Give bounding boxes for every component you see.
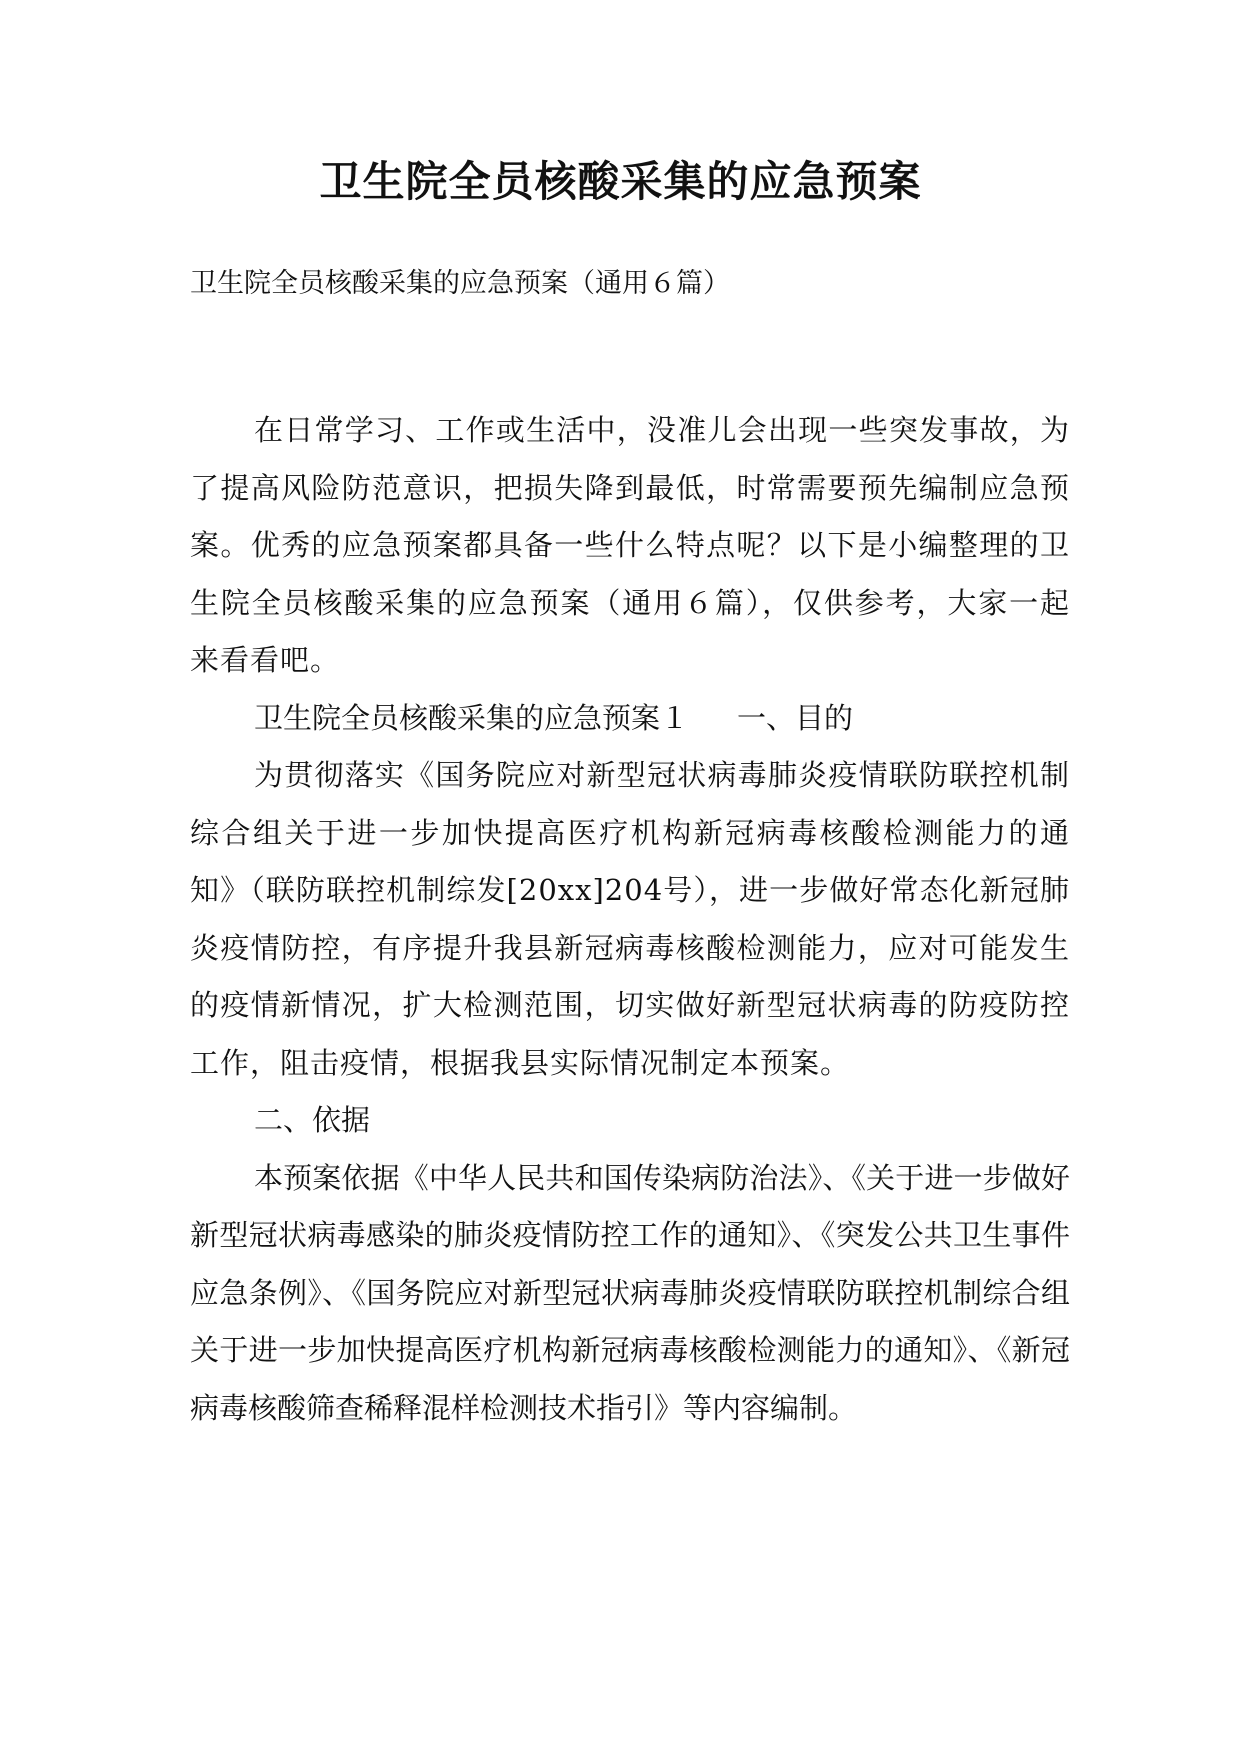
basis-paragraph: 本预案依据《中华人民共和国传染病防治法》、《关于进一步做好新型冠状病毒感染的肺炎疫情防控工作的通知》、《突发公共卫生事件应急条例》、《国务院应对新型冠状病毒肺炎疫情联防联控机制综合组关于进一步加快提高医疗机构新冠病毒核酸检测能力的通知》、《新冠病毒核酸筛查稀释混样检测技术指引》等内容编制。	[190, 1160, 1070, 1425]
section-1-heading	[190, 690, 1070, 748]
basis-heading: 二、依据	[254, 1103, 371, 1137]
intro-paragraph: 在日常学习、工作或生活中，没准儿会出现一些突发事故，为了提高风险防范意识，把损失降到最低，时常需要预先编制应急预案。优秀的应急预案都具备一些什么特点呢？以下是小编整理的卫生院全员核酸采集的应急预案（通用６篇），仅供参考，大家一起来看看吧。	[190, 413, 1070, 677]
section-1-doc-heading: 卫生院全员核酸采集的应急预案１	[254, 700, 690, 735]
purpose-paragraph: 为贯彻落实《国务院应对新型冠状病毒肺炎疫情联防联控机制综合组关于进一步加快提高医疗机构新冠病毒核酸检测能力的通知》（联防联控机制综发[20xx]204号），进一步做好常态化新冠肺炎疫情防控，有序提升我县新冠病毒核酸检测能力，应对可能发生的疫情新情况，扩大检测范围，切实做好新型冠状病毒的防疫防控工作，阻击疫情，根据我县实际情况制定本预案。	[190, 758, 1070, 1080]
document-title: 卫生院全员核酸采集的应急预案	[319, 157, 922, 206]
document-body	[190, 402, 1070, 1437]
purpose-heading: 一、目的	[737, 700, 854, 735]
document-subtitle: 卫生院全员核酸采集的应急预案（通用６篇）	[190, 268, 730, 299]
